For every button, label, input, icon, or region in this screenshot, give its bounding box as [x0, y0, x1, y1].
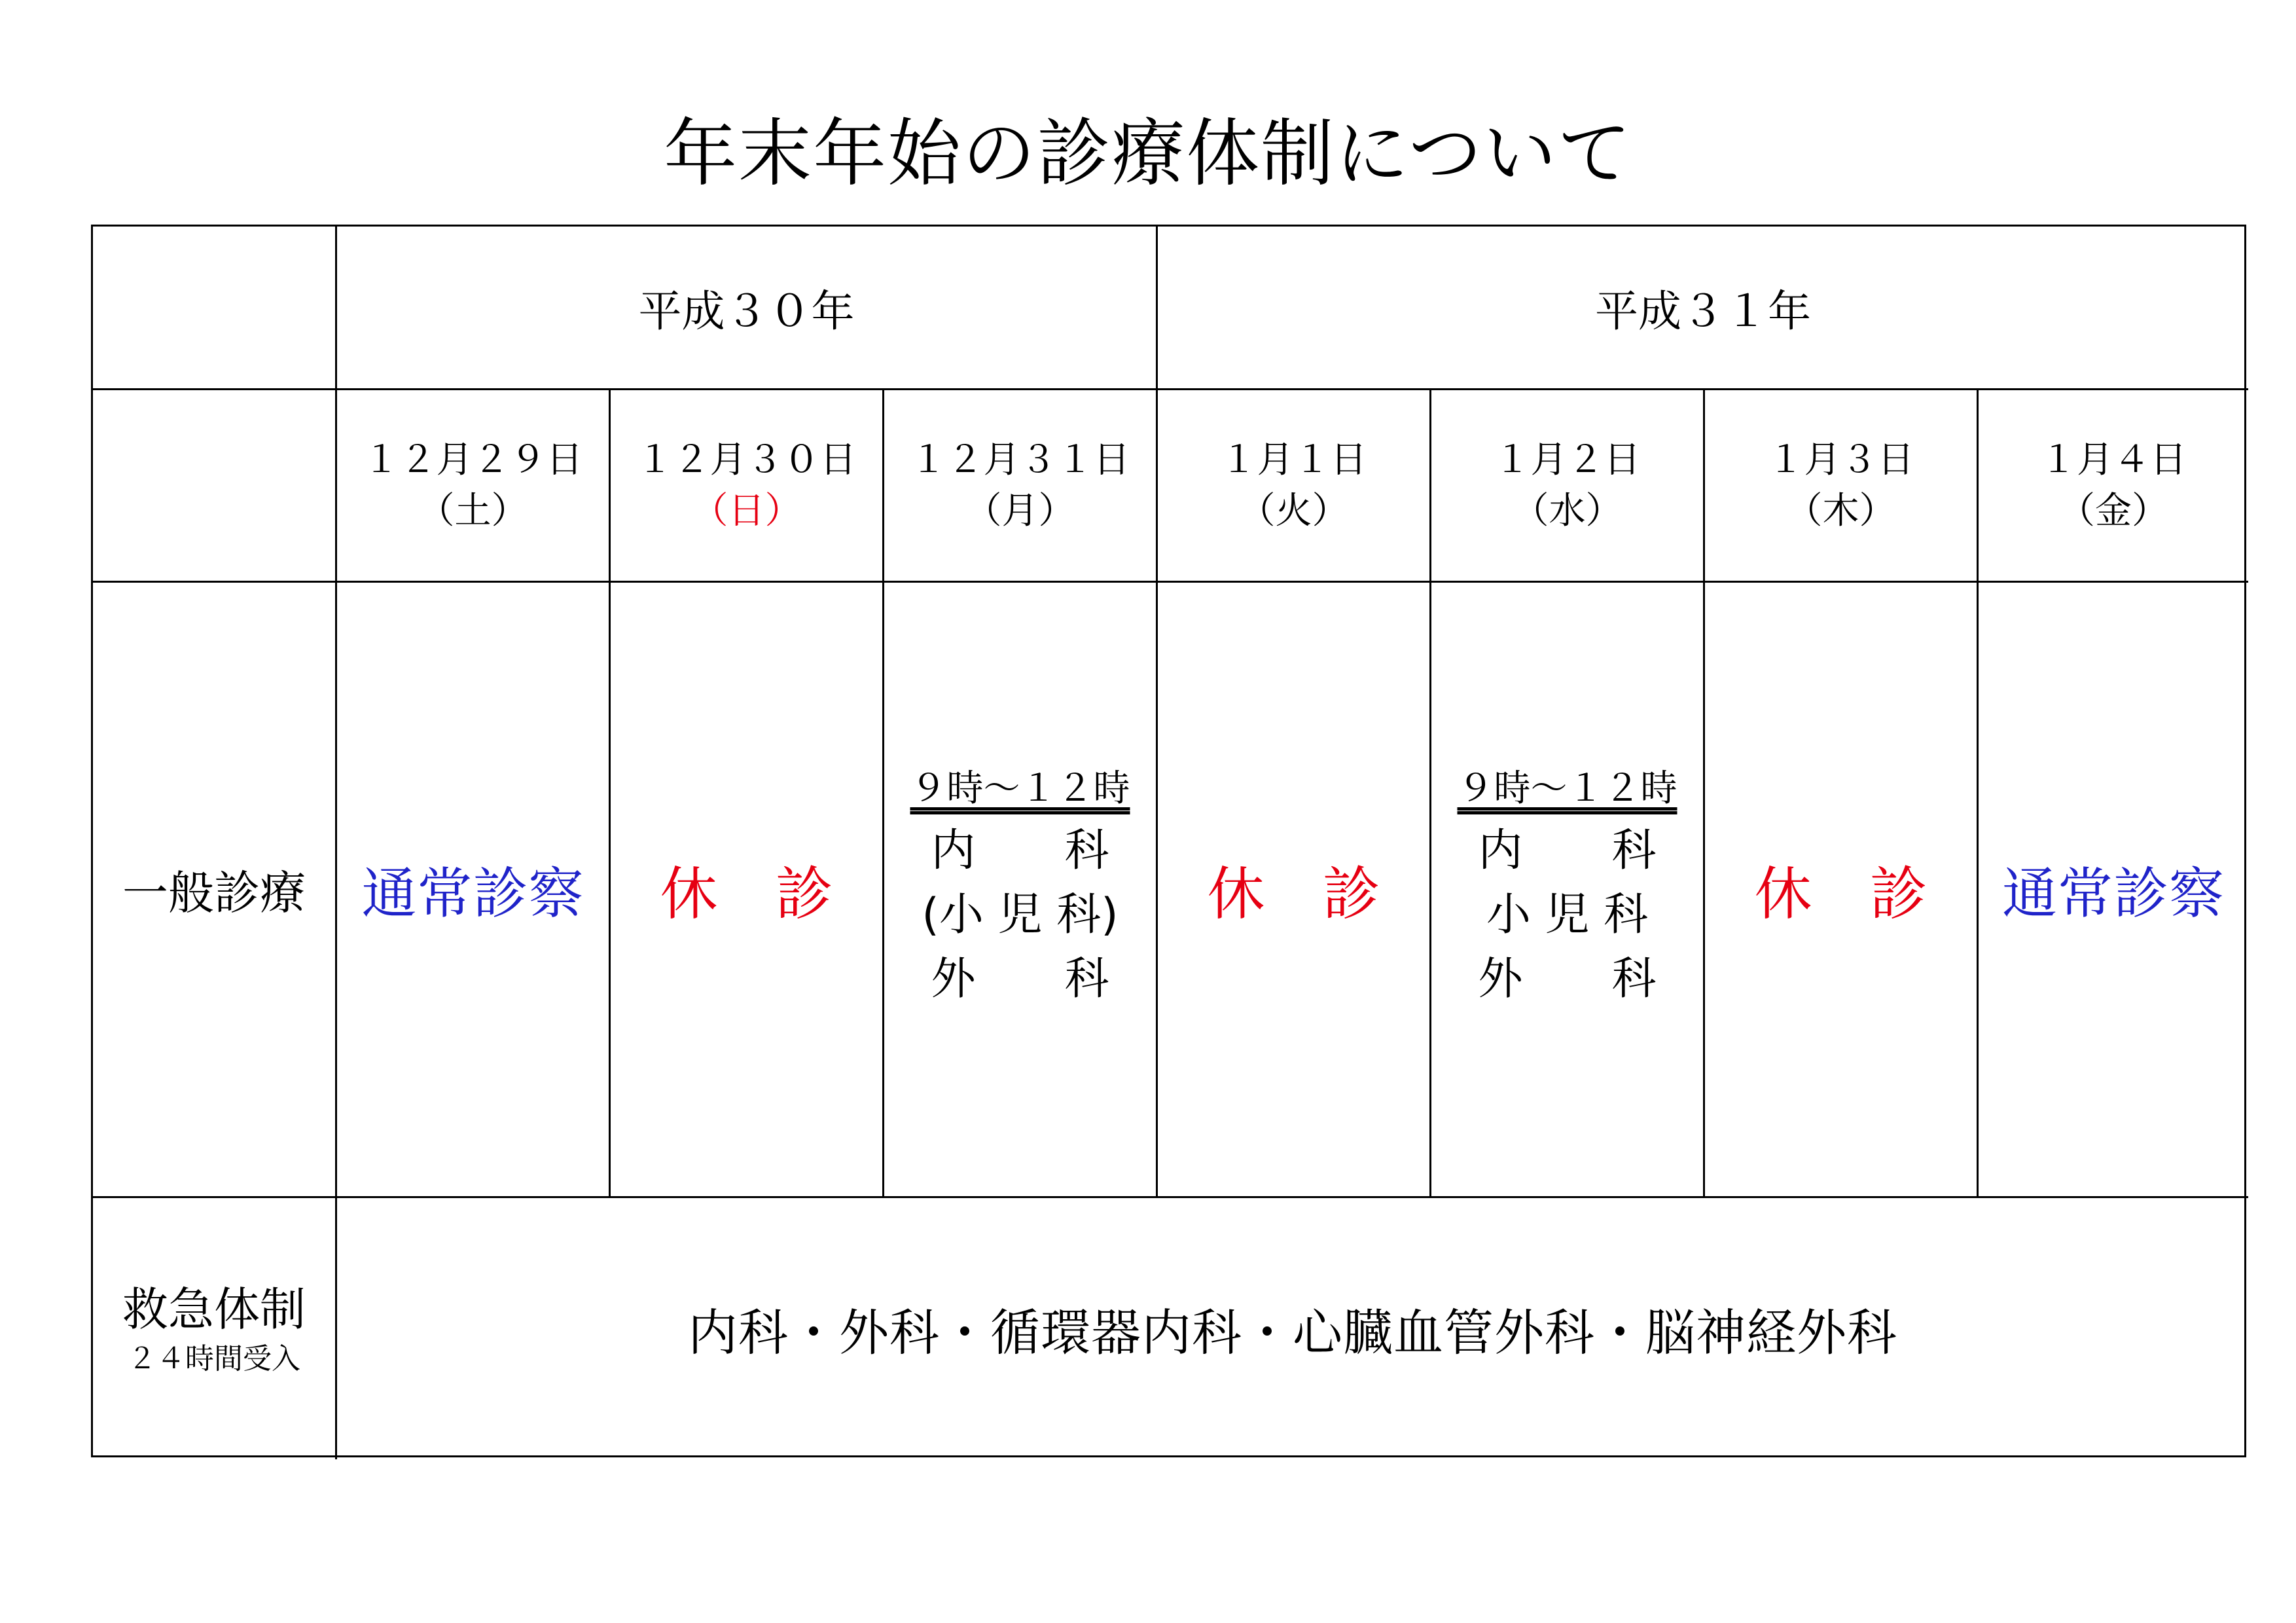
weekday-label: （月）: [965, 489, 1075, 532]
emergency-label: 救急体制: [122, 1282, 306, 1336]
status-closed-jan3: 休 診: [1705, 583, 1979, 1198]
year-header-heisei31: 平成３１年: [1158, 227, 2248, 390]
hours-label: ９時～１２時: [1457, 767, 1677, 810]
weekday-label: （金）: [2058, 489, 2168, 532]
date-label: １月３日: [1767, 438, 1914, 481]
weekday-label: （火）: [1238, 489, 1349, 532]
corner-cell-date: [93, 390, 337, 583]
date-header-jan2: [1431, 390, 1705, 583]
row-label-general: 一般診療: [93, 583, 337, 1198]
page-title: 年末年始の診療体制について: [664, 111, 1632, 196]
date-header-dec30: [611, 390, 884, 583]
row-label-emergency: [93, 1198, 337, 1459]
schedule-table: [91, 225, 2246, 1457]
hours-label: ９時～１２時: [910, 767, 1130, 810]
status-partial-jan2: [1431, 583, 1705, 1198]
corner-cell-top: [93, 227, 337, 390]
emergency-departments: 内科・外科・循環器内科・心臓血管外科・脳神経外科: [688, 1304, 1897, 1362]
date-header-dec31: [884, 390, 1158, 583]
status-normal-jan4: 通常診察: [1979, 583, 2248, 1198]
status-closed-dec30: 休 診: [611, 583, 884, 1198]
weekday-label: （水）: [1512, 489, 1623, 532]
status-partial-dec31: [884, 583, 1158, 1198]
department-surgery: 外 科: [1478, 953, 1657, 1005]
department-internal: 内 科: [931, 824, 1109, 877]
department-pediatrics: 小 児 科: [1486, 888, 1649, 941]
date-label: １月１日: [1220, 438, 1367, 481]
date-header-jan3: [1705, 390, 1979, 583]
date-label: １２月３０日: [636, 438, 857, 481]
weekday-label: （木）: [1785, 489, 1896, 532]
status-normal-dec29: 通常診察: [337, 583, 611, 1198]
date-label: １月４日: [2040, 438, 2187, 481]
date-header-jan4: [1979, 390, 2248, 583]
department-internal: 内 科: [1478, 824, 1657, 877]
date-label: １２月３１日: [910, 438, 1130, 481]
weekday-label: （土）: [418, 489, 528, 532]
department-pediatrics: (小 児 科): [922, 888, 1119, 941]
department-surgery: 外 科: [931, 953, 1109, 1005]
emergency-sublabel: ２４時間受入: [128, 1341, 300, 1376]
date-header-jan1: [1158, 390, 1431, 583]
date-header-dec29: [337, 390, 611, 583]
weekday-label-holiday: （日）: [691, 489, 802, 532]
date-label: １月２日: [1494, 438, 1641, 481]
status-closed-jan1: 休 診: [1158, 583, 1431, 1198]
year-header-heisei30: 平成３０年: [337, 227, 1158, 390]
date-label: １２月２９日: [363, 438, 583, 481]
